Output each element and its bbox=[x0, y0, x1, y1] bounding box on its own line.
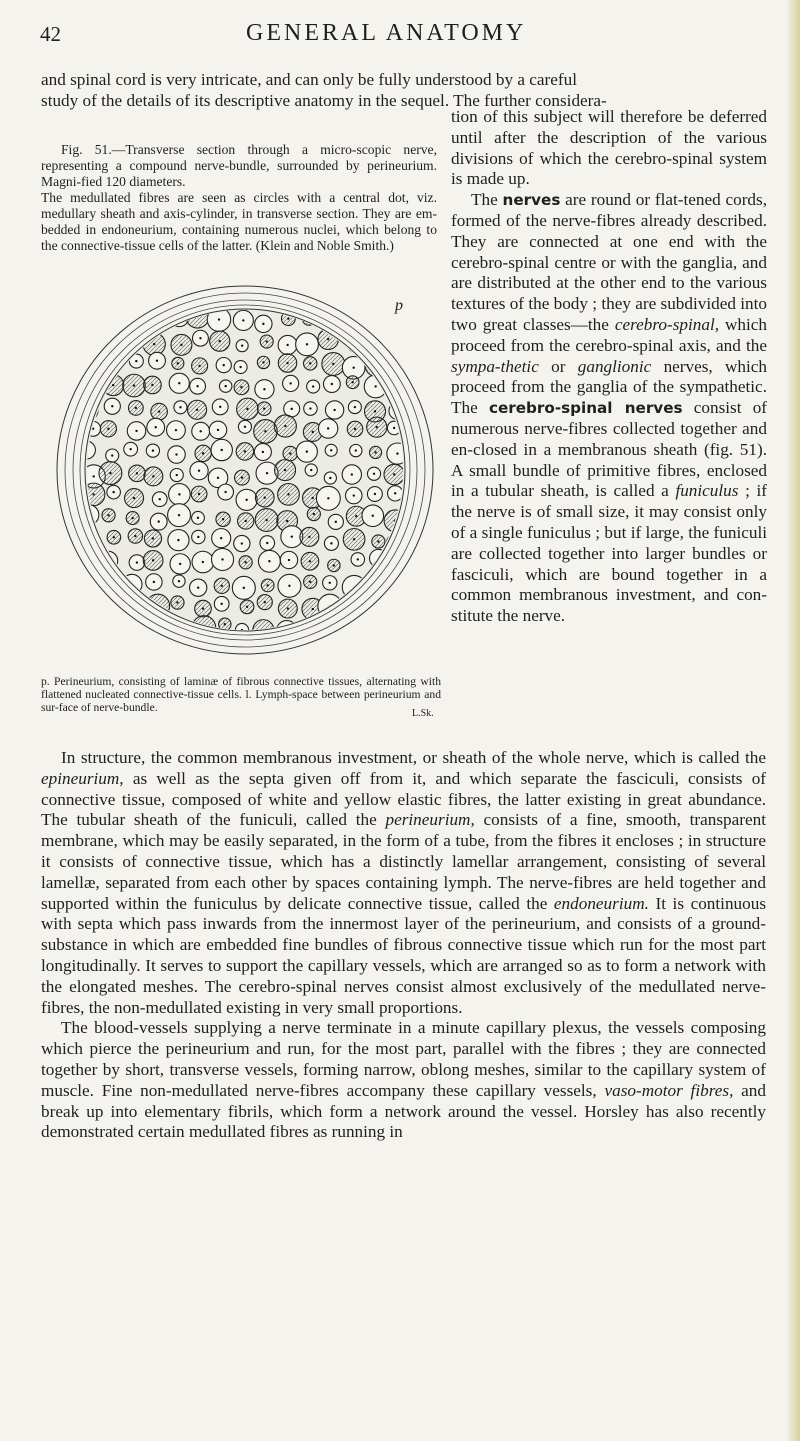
axis-cylinder bbox=[198, 470, 200, 472]
nerve-fibre bbox=[364, 309, 381, 326]
nerve-fibre bbox=[367, 332, 380, 345]
axis-cylinder bbox=[290, 408, 292, 410]
axis-cylinder bbox=[239, 366, 241, 368]
axis-cylinder bbox=[178, 382, 180, 384]
axis-cylinder bbox=[197, 517, 199, 519]
axis-cylinder bbox=[330, 449, 332, 451]
axis-cylinder bbox=[151, 384, 153, 386]
axis-cylinder bbox=[218, 318, 220, 320]
running-head: GENERAL ANATOMY bbox=[246, 20, 527, 46]
axis-cylinder bbox=[354, 428, 356, 430]
axis-cylinder bbox=[110, 319, 112, 321]
axis-cylinder bbox=[289, 382, 291, 384]
axis-cylinder bbox=[374, 410, 376, 412]
axis-cylinder bbox=[374, 583, 376, 585]
lower-text bbox=[41, 748, 766, 1143]
axis-cylinder bbox=[372, 337, 374, 339]
axis-cylinder bbox=[396, 383, 398, 385]
axis-cylinder bbox=[312, 385, 314, 387]
axis-cylinder bbox=[288, 585, 290, 587]
axis-cylinder bbox=[245, 499, 247, 501]
axis-cylinder bbox=[394, 492, 396, 494]
axis-cylinder bbox=[152, 559, 154, 561]
axis-cylinder bbox=[179, 563, 181, 565]
right-column-text bbox=[451, 107, 767, 627]
axis-cylinder bbox=[264, 601, 266, 603]
axis-cylinder bbox=[224, 623, 226, 625]
axis-cylinder bbox=[374, 493, 376, 495]
axis-cylinder bbox=[333, 409, 335, 411]
axis-cylinder bbox=[397, 584, 399, 586]
axis-cylinder bbox=[92, 339, 94, 341]
axis-cylinder bbox=[221, 449, 223, 451]
axis-cylinder bbox=[309, 560, 311, 562]
page-edge bbox=[786, 0, 800, 1441]
page-header bbox=[0, 14, 800, 44]
axis-cylinder bbox=[396, 623, 398, 625]
axis-cylinder bbox=[129, 448, 131, 450]
axis-cylinder bbox=[86, 409, 88, 411]
axis-cylinder bbox=[155, 426, 157, 428]
axis-cylinder bbox=[246, 408, 248, 410]
axis-cylinder bbox=[87, 584, 89, 586]
axis-cylinder bbox=[375, 364, 377, 366]
axis-cylinder bbox=[329, 582, 331, 584]
axis-cylinder bbox=[308, 536, 310, 538]
axis-cylinder bbox=[202, 607, 204, 609]
axis-cylinder bbox=[244, 450, 246, 452]
axis-cylinder bbox=[88, 514, 90, 516]
nerve-fibre bbox=[98, 617, 118, 637]
axis-cylinder bbox=[152, 449, 154, 451]
nerve-fibre bbox=[80, 619, 94, 633]
axis-cylinder bbox=[265, 519, 267, 521]
axis-cylinder bbox=[286, 362, 288, 364]
axis-cylinder bbox=[130, 603, 132, 605]
axis-cylinder bbox=[246, 606, 248, 608]
axis-cylinder bbox=[263, 407, 265, 409]
axis-cylinder bbox=[197, 536, 199, 538]
axis-cylinder bbox=[393, 427, 395, 429]
axis-cylinder bbox=[263, 388, 265, 390]
axis-cylinder bbox=[397, 343, 399, 345]
axis-cylinder bbox=[90, 564, 92, 566]
nerve-fibre bbox=[105, 314, 118, 327]
axis-cylinder bbox=[262, 323, 264, 325]
axis-cylinder bbox=[152, 537, 154, 539]
axis-cylinder bbox=[196, 409, 198, 411]
axis-cylinder bbox=[196, 385, 198, 387]
axis-cylinder bbox=[372, 317, 374, 319]
axis-cylinder bbox=[92, 493, 94, 495]
nerve-fibre bbox=[85, 332, 102, 349]
axis-cylinder bbox=[400, 563, 402, 565]
axis-cylinder bbox=[107, 626, 109, 628]
axis-cylinder bbox=[89, 319, 91, 321]
axis-cylinder bbox=[287, 493, 289, 495]
nerve-fibre bbox=[101, 355, 116, 370]
axis-cylinder bbox=[198, 493, 200, 495]
axis-cylinder bbox=[113, 536, 115, 538]
caption-text: —Transverse section through a micro-scopic nerve, representing a compound nerve-bundle, surrounded by perineurium. Magni-fied 120 diameters. bbox=[41, 142, 437, 189]
axis-cylinder bbox=[85, 625, 87, 627]
axis-cylinder bbox=[312, 431, 314, 433]
axis-cylinder bbox=[311, 629, 313, 631]
paragraph-4: The blood-vessels supplying a nerve terminate in a minute capillary plexus, the vessels composing which pierce the perineurium and run, for the most part, parallel with the fibres ; they are connected together by short, transverse vessels, forming narrow, oblong meshes, similar to the capillary system of muscle. Fine non-medullated nerve-fibres accompany these capillary vessels, vaso-motor fibres, and break up into elementary fibrils, which form a network around the vessel. Horsley has also recently demonstrated certain medullated fibres as running in bbox=[41, 1018, 766, 1142]
intro-line-1: and spinal cord is very intricate, and can only be fully understood by a careful bbox=[41, 70, 577, 89]
axis-cylinder bbox=[244, 561, 246, 563]
axis-cylinder bbox=[329, 477, 331, 479]
axis-cylinder bbox=[241, 344, 243, 346]
page-number: 42 bbox=[40, 22, 61, 46]
axis-cylinder bbox=[262, 361, 264, 363]
axis-cylinder bbox=[136, 623, 138, 625]
axis-cylinder bbox=[111, 454, 113, 456]
axis-cylinder bbox=[327, 497, 329, 499]
axis-cylinder bbox=[135, 360, 137, 362]
axis-cylinder bbox=[175, 453, 177, 455]
axis-cylinder bbox=[353, 538, 355, 540]
paragraph-3: In structure, the common membranous investment, or sheath of the whole nerve, which is called the epineurium, as well as the septa given off from it, and which separate the fasciculi, consists of connective tissue, composed of white and yellow elastic fibres, the latter existing in great abundance. The tubular sheath of the funiculi, called the perineurium, consists of a fine, smooth, transparent membrane, which may be easily separated, in the form of a tube, from the fibres it encloses ; in structure it consists of connective tissue, which has a distinctly lamellar arrangement, consisting of several lamellæ, separated from each other by spaces containing lymph. The nerve-fibres are held together and supported within the funiculus by delicate connective tissue, called the endoneurium. It is continuous with septa which pass inwards from the innermost layer of the perineurium, and consists of a ground-substance in which are embedded fine bundles of fibrous connective tissue which run for the most part longitudinally. It serves to support the capillary vessels, which are arranged so as to form a network with the elongated meshes. The cerebro-spinal nerves consist almost exclusively of the medullated nerve-fibres, the non-medullated existing in very small proportions. bbox=[41, 748, 767, 1017]
axis-cylinder bbox=[266, 584, 268, 586]
axis-cylinder bbox=[330, 542, 332, 544]
axis-cylinder bbox=[245, 520, 247, 522]
figure-legend: p. Perineurium, consisting of laminæ of fibrous connective tissues, alternating with flattened nucleated connective-tissue cells. l. Lymph-space between perineurium and sur-face of nerve-bundle. bbox=[41, 675, 441, 714]
axis-cylinder bbox=[135, 430, 137, 432]
axis-cylinder bbox=[177, 630, 179, 632]
axis-cylinder bbox=[93, 475, 95, 477]
axis-cylinder bbox=[180, 344, 182, 346]
nerve-fibre bbox=[389, 358, 409, 378]
axis-cylinder bbox=[177, 362, 179, 364]
axis-cylinder bbox=[221, 558, 223, 560]
nerve-fibre bbox=[85, 603, 98, 616]
axis-cylinder bbox=[332, 363, 334, 365]
paragraph-1: tion of this subject will therefore be deferred until after the description of the various divisions of which the cerebro-spinal system is made up. bbox=[451, 107, 767, 189]
axis-cylinder bbox=[110, 344, 112, 346]
axis-cylinder bbox=[221, 585, 223, 587]
caption-detail: The medullated fibres are seen as circles with a central dot, viz. medullary sheath and axis-cylinder, in transverse section. They are em-bedded in endoneurium, containing numerous nuclei, which belong to the connective-tissue cells of the latter. (Klein and Noble Smith.) bbox=[41, 190, 437, 253]
axis-cylinder bbox=[372, 514, 374, 516]
axis-cylinder bbox=[376, 426, 378, 428]
axis-cylinder bbox=[178, 580, 180, 582]
axis-cylinder bbox=[178, 493, 180, 495]
axis-cylinder bbox=[203, 626, 205, 628]
axis-cylinder bbox=[153, 581, 155, 583]
axis-cylinder bbox=[219, 406, 221, 408]
axis-cylinder bbox=[333, 564, 335, 566]
axis-cylinder bbox=[377, 540, 379, 542]
axis-cylinder bbox=[152, 475, 154, 477]
axis-cylinder bbox=[202, 561, 204, 563]
axis-cylinder bbox=[136, 472, 138, 474]
axis-cylinder bbox=[357, 558, 359, 560]
nerve-fibre bbox=[371, 620, 387, 636]
axis-cylinder bbox=[327, 338, 329, 340]
axis-cylinder bbox=[264, 496, 266, 498]
axis-cylinder bbox=[397, 367, 399, 369]
axis-cylinder bbox=[179, 406, 181, 408]
axis-cylinder bbox=[199, 337, 201, 339]
axis-cylinder bbox=[112, 491, 114, 493]
axis-cylinder bbox=[354, 406, 356, 408]
axis-cylinder bbox=[373, 473, 375, 475]
axis-cylinder bbox=[107, 362, 109, 364]
figure-caption bbox=[41, 142, 437, 254]
axis-cylinder bbox=[90, 608, 92, 610]
axis-cylinder bbox=[224, 385, 226, 387]
axis-cylinder bbox=[217, 429, 219, 431]
axis-cylinder bbox=[264, 430, 266, 432]
axis-cylinder bbox=[176, 601, 178, 603]
nerve-fibre bbox=[127, 614, 147, 634]
axis-cylinder bbox=[242, 319, 244, 321]
intro-line-2: study of the details of its descriptive anatomy in the sequel. The further considera- bbox=[41, 90, 607, 110]
axis-cylinder bbox=[355, 515, 357, 517]
axis-cylinder bbox=[396, 452, 398, 454]
caption-main bbox=[41, 142, 437, 190]
axis-cylinder bbox=[219, 340, 221, 342]
nerve-fibre bbox=[368, 577, 383, 592]
nerve-fibre bbox=[365, 355, 386, 376]
nerve-fibre bbox=[388, 602, 403, 617]
axis-cylinder bbox=[309, 407, 311, 409]
axis-cylinder bbox=[354, 344, 356, 346]
axis-cylinder bbox=[175, 429, 177, 431]
axis-cylinder bbox=[135, 407, 137, 409]
axis-cylinder bbox=[265, 340, 267, 342]
axis-cylinder bbox=[310, 469, 312, 471]
axis-cylinder bbox=[109, 472, 111, 474]
axis-cylinder bbox=[374, 385, 376, 387]
figure-marker-p: p bbox=[395, 297, 403, 314]
axis-cylinder bbox=[393, 473, 395, 475]
axis-cylinder bbox=[312, 608, 314, 610]
nerve-fibre bbox=[83, 314, 96, 327]
axis-cylinder bbox=[351, 473, 353, 475]
axis-cylinder bbox=[134, 535, 136, 537]
axis-cylinder bbox=[153, 343, 155, 345]
axis-cylinder bbox=[217, 477, 219, 479]
axis-cylinder bbox=[109, 579, 111, 581]
axis-cylinder bbox=[374, 451, 376, 453]
axis-cylinder bbox=[288, 559, 290, 561]
axis-cylinder bbox=[309, 362, 311, 364]
axis-cylinder bbox=[328, 629, 330, 631]
axis-cylinder bbox=[202, 452, 204, 454]
figure-credit: L.Sk. bbox=[412, 708, 434, 719]
axis-cylinder bbox=[309, 581, 311, 583]
axis-cylinder bbox=[266, 472, 268, 474]
axis-cylinder bbox=[131, 517, 133, 519]
axis-cylinder bbox=[306, 450, 308, 452]
axis-cylinder bbox=[378, 627, 380, 629]
axis-cylinder bbox=[313, 513, 315, 515]
axis-cylinder bbox=[224, 491, 226, 493]
axis-cylinder bbox=[286, 344, 288, 346]
axis-cylinder bbox=[241, 542, 243, 544]
axis-cylinder bbox=[327, 427, 329, 429]
axis-cylinder bbox=[159, 498, 161, 500]
intro-text bbox=[41, 70, 766, 112]
axis-cylinder bbox=[199, 430, 201, 432]
axis-cylinder bbox=[176, 474, 178, 476]
axis-cylinder bbox=[266, 542, 268, 544]
axis-cylinder bbox=[197, 586, 199, 588]
caption-label: Fig. 51. bbox=[61, 142, 112, 157]
axis-cylinder bbox=[241, 476, 243, 478]
axis-cylinder bbox=[311, 497, 313, 499]
axis-cylinder bbox=[335, 521, 337, 523]
axis-cylinder bbox=[306, 343, 308, 345]
axis-cylinder bbox=[113, 606, 115, 608]
axis-cylinder bbox=[107, 428, 109, 430]
axis-cylinder bbox=[177, 539, 179, 541]
axis-cylinder bbox=[291, 535, 293, 537]
axis-cylinder bbox=[89, 359, 91, 361]
nerve-fibre bbox=[387, 334, 409, 356]
axis-cylinder bbox=[268, 560, 270, 562]
axis-cylinder bbox=[112, 384, 114, 386]
axis-cylinder bbox=[262, 451, 264, 453]
axis-cylinder bbox=[286, 520, 288, 522]
axis-cylinder bbox=[220, 537, 222, 539]
axis-cylinder bbox=[243, 587, 245, 589]
nerve-fibre bbox=[389, 375, 406, 392]
axis-cylinder bbox=[220, 603, 222, 605]
axis-cylinder bbox=[331, 383, 333, 385]
axis-cylinder bbox=[353, 494, 355, 496]
axis-cylinder bbox=[136, 561, 138, 563]
axis-cylinder bbox=[394, 609, 396, 611]
axis-cylinder bbox=[351, 381, 353, 383]
axis-cylinder bbox=[287, 317, 289, 319]
axis-cylinder bbox=[107, 514, 109, 516]
axis-cylinder bbox=[284, 425, 286, 427]
nerve-section-figure bbox=[50, 280, 445, 656]
axis-cylinder bbox=[355, 449, 357, 451]
axis-cylinder bbox=[284, 469, 286, 471]
paragraph-2: The nerves are round or flat-tened cords, formed of the nerve-fibres already described. They are connected at one end with the cerebro-spinal centre or with the ganglia, and are distributed at the other end to the various textures of the body ; they are subdivided into two great classes—the cerebro-spinal, which proceed from the cerebro-spinal axis, and the sympa-thetic or ganglionic nerves, which proceed from the ganglia of the sympathetic. The cerebro-spinal nerves consist of numerous nerve-fibres collected together and en-closed in a membranous sheath (fig. 51). A small bundle of primitive fibres, enclosed in a tubular sheath, is called a funiculus ; if the nerve is of small size, it may consist only of a single funiculus ; but if large, the funiculi are collected together into larger bundles or fasciculi, which are bound together in a common membranous investment, and con-stitute the nerve. bbox=[451, 190, 768, 626]
axis-cylinder bbox=[393, 318, 395, 320]
axis-cylinder bbox=[352, 367, 354, 369]
axis-cylinder bbox=[222, 518, 224, 520]
axis-cylinder bbox=[350, 627, 352, 629]
axis-cylinder bbox=[111, 405, 113, 407]
nerve-fibre bbox=[388, 615, 407, 634]
axis-cylinder bbox=[158, 520, 160, 522]
axis-cylinder bbox=[198, 365, 200, 367]
axis-cylinder bbox=[240, 386, 242, 388]
axis-cylinder bbox=[133, 384, 135, 386]
nerve-fibre bbox=[79, 576, 98, 595]
axis-cylinder bbox=[244, 426, 246, 428]
axis-cylinder bbox=[156, 359, 158, 361]
axis-cylinder bbox=[133, 497, 135, 499]
axis-cylinder bbox=[289, 452, 291, 454]
axis-cylinder bbox=[395, 542, 397, 544]
axis-cylinder bbox=[158, 410, 160, 412]
axis-cylinder bbox=[223, 364, 225, 366]
axis-cylinder bbox=[178, 514, 180, 516]
axis-cylinder bbox=[287, 607, 289, 609]
